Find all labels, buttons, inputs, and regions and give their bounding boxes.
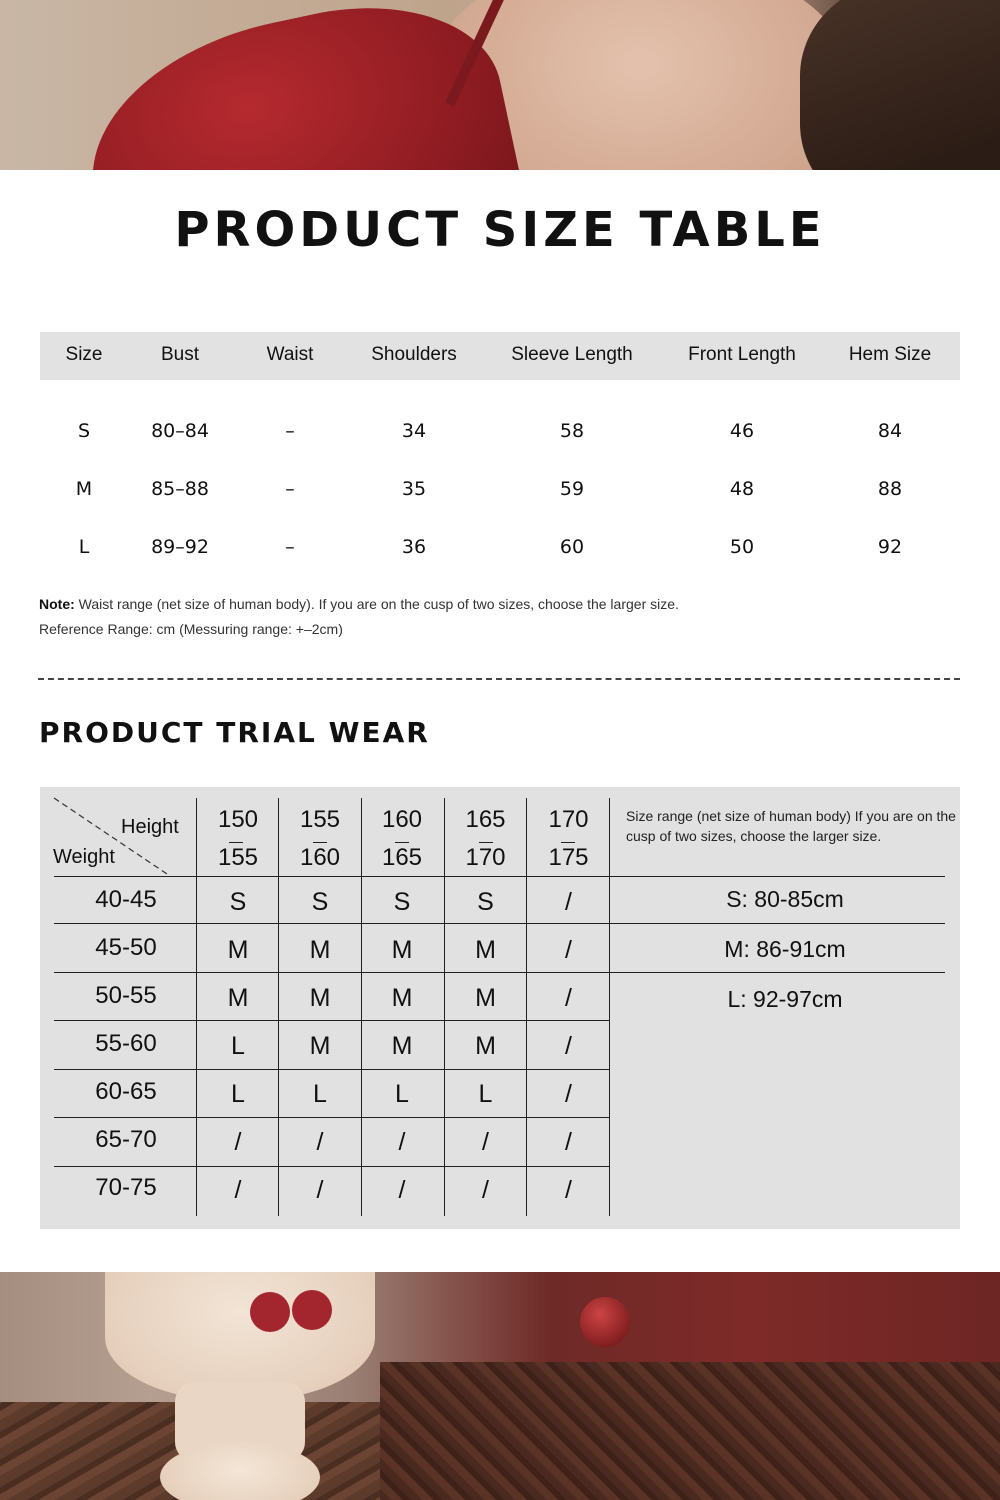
height-170-top: 170 <box>548 806 589 833</box>
waist-cell: – <box>285 536 295 558</box>
grid-cell: / <box>398 1176 406 1204</box>
sleeve-cell: 60 <box>559 536 585 558</box>
note-label: Note: <box>39 596 75 612</box>
grid-hline <box>54 1117 610 1118</box>
waist-cell: – <box>285 478 295 500</box>
grid-cell: M <box>391 1032 413 1060</box>
waist-cell: – <box>285 420 295 442</box>
bust-cell: 80–84 <box>151 420 209 442</box>
height-150-top: 150 <box>217 806 259 833</box>
size-note <box>39 596 679 612</box>
front-length-cell: 46 <box>729 420 755 442</box>
weight-label: Weight <box>53 846 115 868</box>
height-160-top: 160 <box>381 806 423 833</box>
weight-55-60: 55-60 <box>95 1030 157 1057</box>
grid-hline <box>54 1069 610 1070</box>
grid-cell: L <box>313 1080 327 1108</box>
grid-hline <box>54 972 945 973</box>
sleeve-cell: 58 <box>559 420 585 442</box>
grid-cell: S <box>393 888 411 916</box>
grid-cell: / <box>565 888 572 916</box>
grid-cell: M <box>391 984 413 1012</box>
height-155-top: 155 <box>299 806 341 833</box>
grid-cell: / <box>565 1080 572 1108</box>
reference-range: Reference Range: cm (Messuring range: +–2cm) <box>39 621 343 637</box>
grid-cell: S <box>311 888 329 916</box>
shoulders-cell: 36 <box>401 536 427 558</box>
grid-cell: / <box>234 1176 242 1204</box>
height-160-bottom: 165 <box>381 844 423 871</box>
grid-cell: M <box>309 936 331 964</box>
bust-cell: 85–88 <box>151 478 209 500</box>
grid-cell: / <box>565 936 572 964</box>
grid-cell: M <box>475 936 496 964</box>
weight-50-55: 50-55 <box>95 982 157 1009</box>
grid-hline <box>54 876 945 877</box>
grid-hline <box>54 1020 610 1021</box>
trial-wear-title: PRODUCT TRIAL WEAR <box>39 716 430 749</box>
grid-cell: / <box>565 1032 572 1060</box>
header-size: Size <box>65 344 103 365</box>
height-150-bottom: 155 <box>217 844 259 871</box>
weight-45-50: 45-50 <box>95 934 157 961</box>
size-range-note: Size range (net size of human body) If you are on the cusp of two sizes, choose the larger size. <box>626 808 956 844</box>
top-product-photo <box>0 0 1000 170</box>
grid-cell: / <box>316 1176 324 1204</box>
grid-cell: / <box>482 1176 489 1204</box>
grid-cell: S <box>477 888 494 916</box>
grid-cell: M <box>309 984 331 1012</box>
size-cell: L <box>78 536 90 558</box>
grid-cell: / <box>482 1128 489 1156</box>
hem-cell: 84 <box>877 420 903 442</box>
range-dash <box>479 842 493 843</box>
header-shoulders: Shoulders <box>371 344 457 365</box>
sleeve-cell: 59 <box>559 478 585 500</box>
grid-cell: L <box>478 1080 493 1108</box>
grid-cell: M <box>227 936 249 964</box>
height-170-bottom: 175 <box>548 844 589 871</box>
grid-cell: L <box>395 1080 409 1108</box>
weight-70-75: 70-75 <box>95 1174 157 1201</box>
header-sleeve-length: Sleeve Length <box>511 344 633 365</box>
grid-cell: S <box>229 888 247 916</box>
hem-cell: 88 <box>877 478 903 500</box>
grid-cell: / <box>398 1128 406 1156</box>
weight-60-65: 60-65 <box>95 1078 157 1105</box>
bottom-product-photo <box>0 1272 1000 1500</box>
size-range-s: S: 80-85cm <box>726 886 844 912</box>
shoulders-cell: 34 <box>401 420 427 442</box>
weight-65-70: 65-70 <box>95 1126 157 1153</box>
grid-cell: / <box>234 1128 242 1156</box>
grid-cell: M <box>475 1032 496 1060</box>
size-table-title: PRODUCT SIZE TABLE <box>174 202 826 258</box>
hem-cell: 92 <box>877 536 903 558</box>
grid-cell: / <box>565 1176 572 1204</box>
note-text: Waist range (net size of human body). If you are on the cusp of two sizes, choose the larger size. <box>74 596 679 612</box>
grid-hline <box>54 1166 610 1167</box>
header-waist: Waist <box>266 344 314 365</box>
height-label: Height <box>121 816 179 838</box>
grid-hline <box>54 923 945 924</box>
weight-40-45: 40-45 <box>95 886 157 913</box>
front-length-cell: 50 <box>729 536 755 558</box>
size-cell: S <box>77 420 91 442</box>
range-dash <box>561 842 575 843</box>
header-bust: Bust <box>160 344 200 365</box>
front-length-cell: 48 <box>729 478 755 500</box>
range-dash <box>395 842 409 843</box>
grid-cell: L <box>231 1032 245 1060</box>
grid-cell: L <box>231 1080 245 1108</box>
grid-cell: / <box>316 1128 324 1156</box>
size-cell: M <box>75 478 93 500</box>
grid-cell: M <box>475 984 496 1012</box>
header-hem-size: Hem Size <box>848 344 932 365</box>
section-divider <box>38 678 960 680</box>
range-dash <box>313 842 327 843</box>
grid-cell: M <box>391 936 413 964</box>
grid-cell: M <box>227 984 249 1012</box>
height-155-bottom: 160 <box>299 844 341 871</box>
grid-cell: / <box>565 984 572 1012</box>
size-range-m: M: 86-91cm <box>724 936 846 962</box>
size-range-l: L: 92-97cm <box>727 986 843 1012</box>
height-165-bottom: 170 <box>465 844 506 871</box>
height-165-top: 165 <box>465 806 506 833</box>
grid-cell: / <box>565 1128 572 1156</box>
grid-cell: M <box>309 1032 331 1060</box>
range-dash <box>229 842 243 843</box>
header-front-length: Front Length <box>688 344 796 365</box>
shoulders-cell: 35 <box>401 478 427 500</box>
bust-cell: 89–92 <box>151 536 209 558</box>
